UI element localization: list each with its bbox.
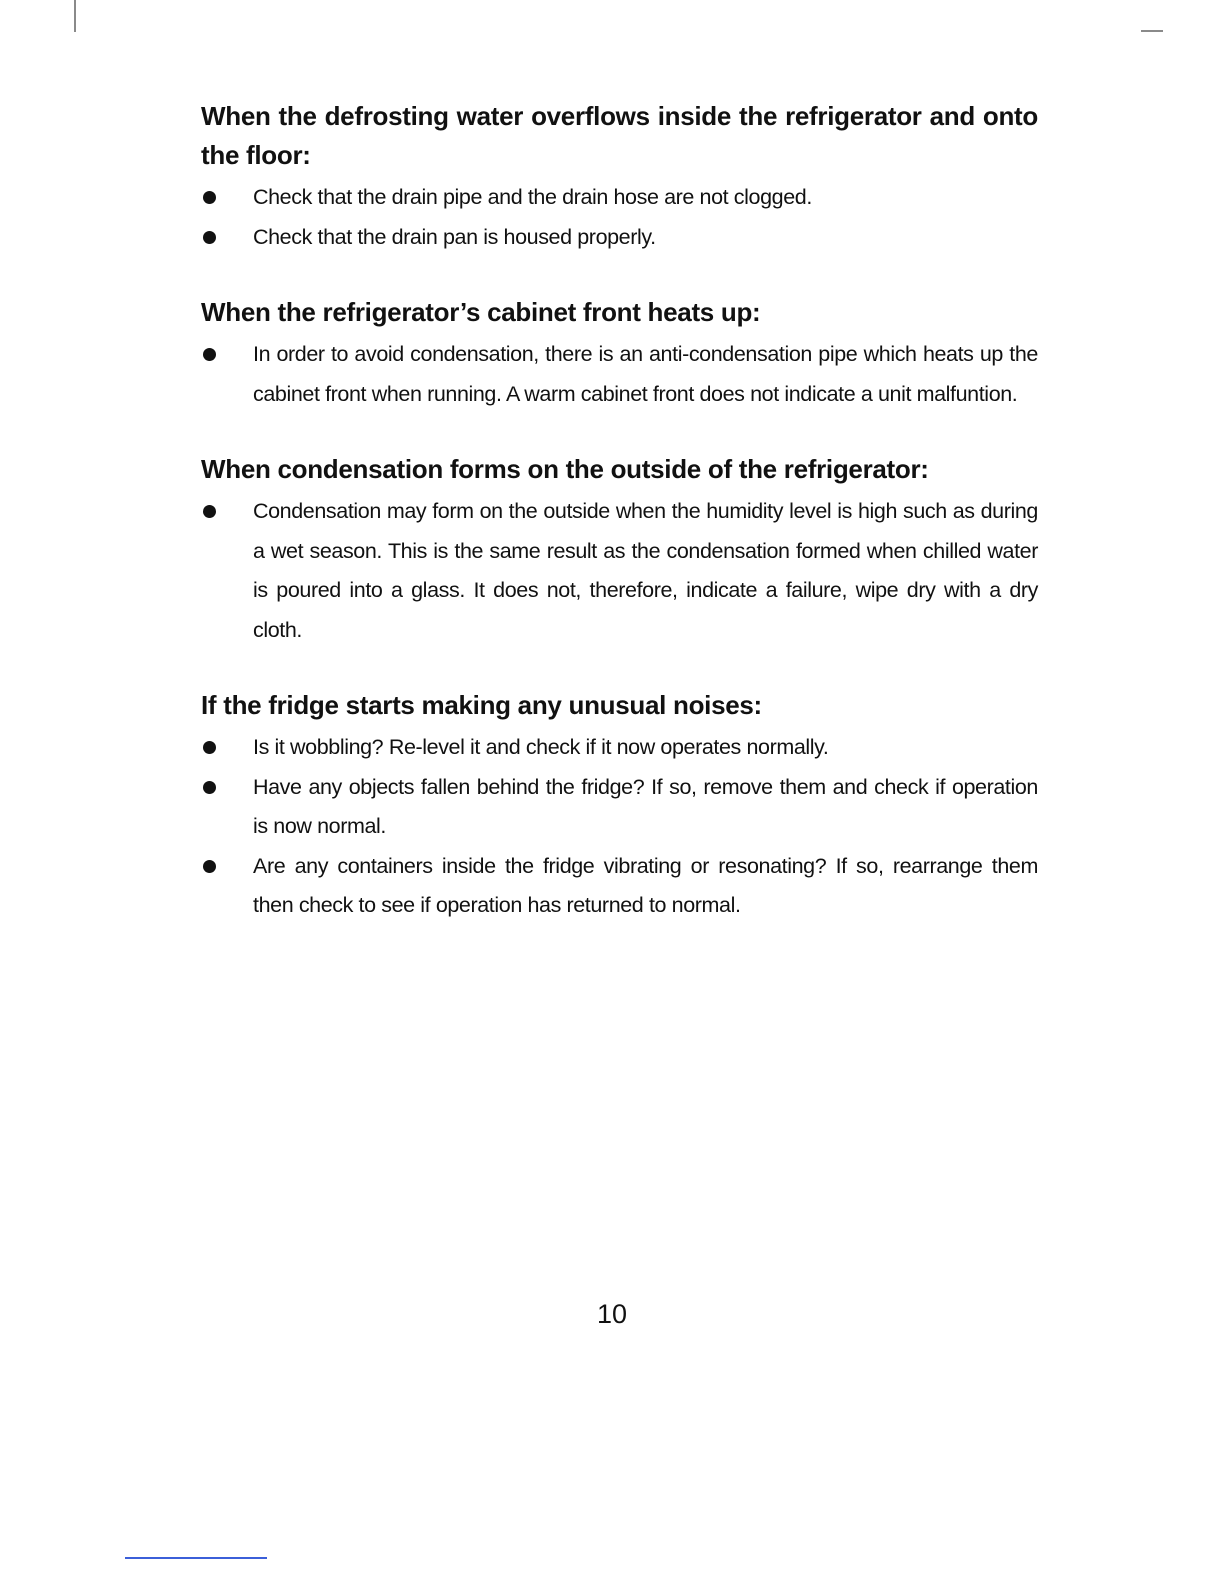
bullet-item xyxy=(201,847,1038,926)
section-heading: If the fridge starts making any unusual noises: xyxy=(201,690,762,720)
section-condensation xyxy=(201,450,1038,650)
section-heading: When the defrosting water overflows inside the refrigerator and onto the floor: xyxy=(201,101,1038,170)
bullet-item xyxy=(201,178,1038,218)
bullet-list xyxy=(201,492,1038,650)
section-heading: When condensation forms on the outside of the refrigerator: xyxy=(201,454,929,484)
page-content xyxy=(201,97,1038,962)
bullet-item xyxy=(201,335,1038,414)
bullet-text: In order to avoid condensation, there is an anti-condensation pipe which heats up the cabinet front when running. A warm cabinet front does not indicate a unit malfuntion. xyxy=(253,342,1038,406)
bullet-dot-icon xyxy=(203,348,216,361)
section-cabinet-heats xyxy=(201,293,1038,414)
section-defrost-overflow xyxy=(201,97,1038,257)
bullet-dot-icon xyxy=(203,505,216,518)
bullet-dot-icon xyxy=(203,781,216,794)
bullet-list xyxy=(201,335,1038,414)
bullet-item xyxy=(201,728,1038,768)
bullet-text: Is it wobbling? Re-level it and check if it now operates normally. xyxy=(253,735,829,759)
bullet-item xyxy=(201,218,1038,258)
bullet-dot-icon xyxy=(203,860,216,873)
bullet-text: Check that the drain pipe and the drain hose are not clogged. xyxy=(253,185,812,209)
bullet-text: Are any containers inside the fridge vibrating or resonating? If so, rearrange them then check to see if operation has returned to normal. xyxy=(253,853,1038,917)
bullet-list xyxy=(201,178,1038,257)
crop-mark-top-left xyxy=(74,0,76,32)
bullet-dot-icon xyxy=(203,741,216,754)
bottom-rule xyxy=(125,1557,267,1559)
section-unusual-noises xyxy=(201,686,1038,926)
bullet-text: Condensation may form on the outside when the humidity level is high such as during a wet season. This is the same result as the condensation formed when chilled water is poured into a glass. It does not, therefore, indicate a failure, wipe dry with a dry cloth. xyxy=(253,499,1038,642)
bullet-item xyxy=(201,492,1038,650)
crop-mark-top-right xyxy=(1141,30,1163,32)
bullet-text: Have any objects fallen behind the fridge? If so, remove them and check if operation is now normal. xyxy=(253,774,1038,838)
bullet-list xyxy=(201,728,1038,926)
page-number: 10 xyxy=(596,1299,628,1329)
bullet-text: Check that the drain pan is housed properly. xyxy=(253,224,656,249)
bullet-item xyxy=(201,768,1038,847)
bullet-dot-icon xyxy=(203,231,216,244)
section-heading: When the refrigerator’s cabinet front heats up: xyxy=(201,297,761,327)
bullet-dot-icon xyxy=(203,191,216,204)
